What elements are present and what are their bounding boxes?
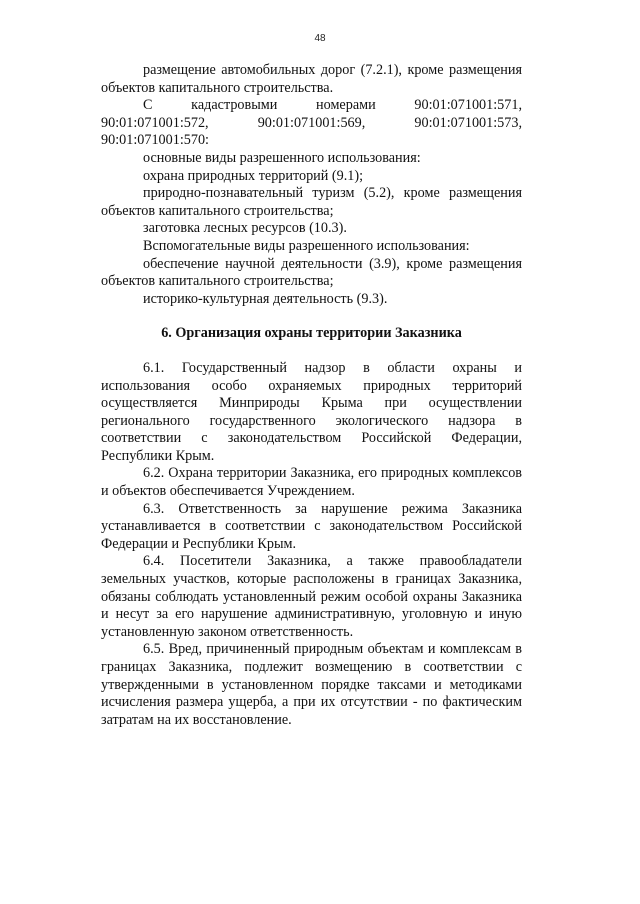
paragraph-nature-protection: охрана природных территорий (9.1); xyxy=(143,167,364,184)
paragraph-auxiliary-uses-heading: Вспомогательные виды разрешенного использования: xyxy=(143,237,470,254)
paragraph-6-4: 6.4. Посетители Заказника, а также правообладатели земельных участков, которые расположены в границах Заказника, обязаны соблюдать установленный режим особой охраны Заказника и несут за его нарушение административную, уголовную и иную установленную законом ответственность. xyxy=(101,553,522,640)
paragraph-cadastral-numbers: С кадастровыми номерами 90:01:071001:571, 90:01:071001:572, 90:01:071001:569, 90:01:071001:573, 90:01:071001:570: xyxy=(101,97,522,149)
paragraph-forest-resources: заготовка лесных ресурсов (10.3). xyxy=(143,220,347,237)
paragraph-road-placement: размещение автомобильных дорог (7.2.1), кроме размещения объектов капитального строительства. xyxy=(101,62,522,96)
paragraph-main-uses-heading: основные виды разрешенного использования: xyxy=(143,149,421,166)
section-title: 6. Организация охраны территории Заказника xyxy=(161,325,462,342)
paragraph-6-2: 6.2. Охрана территории Заказника, его природных комплексов и объектов обеспечивается Учреждением. xyxy=(101,465,522,500)
paragraph-scientific-activity: обеспечение научной деятельности (3.9), кроме размещения объектов капитального строительства; xyxy=(101,255,522,290)
paragraph-6-5: 6.5. Вред, причиненный природным объектам и комплексам в границах Заказника, подлежит возмещению в соответствии с утвержденными в установленном порядке таксами и методиками исчисления размера ущерба, а при их отсутствии - по фактическим затратам на их восстановление. xyxy=(101,641,522,728)
paragraph-historical-cultural: историко-культурная деятельность (9.3). xyxy=(143,290,388,307)
paragraph-6-1: 6.1. Государственный надзор в области охраны и использования особо охраняемых природных территорий осуществляется Минприроды Крыма при осуществлении регионального государственного экологического надзора в соответствии с законодательством Российской Федерации, Республики Крым. xyxy=(101,359,522,464)
paragraph-eco-tourism: природно-познавательный туризм (5.2), кроме размещения объектов капитального строительства; xyxy=(101,185,522,219)
document-body xyxy=(101,62,522,729)
paragraph-6-3: 6.3. Ответственность за нарушение режима Заказника устанавливается в соответствии с законодательством Российской Федерации и Республики Крым. xyxy=(101,500,522,552)
page-number: 48 xyxy=(314,33,326,44)
